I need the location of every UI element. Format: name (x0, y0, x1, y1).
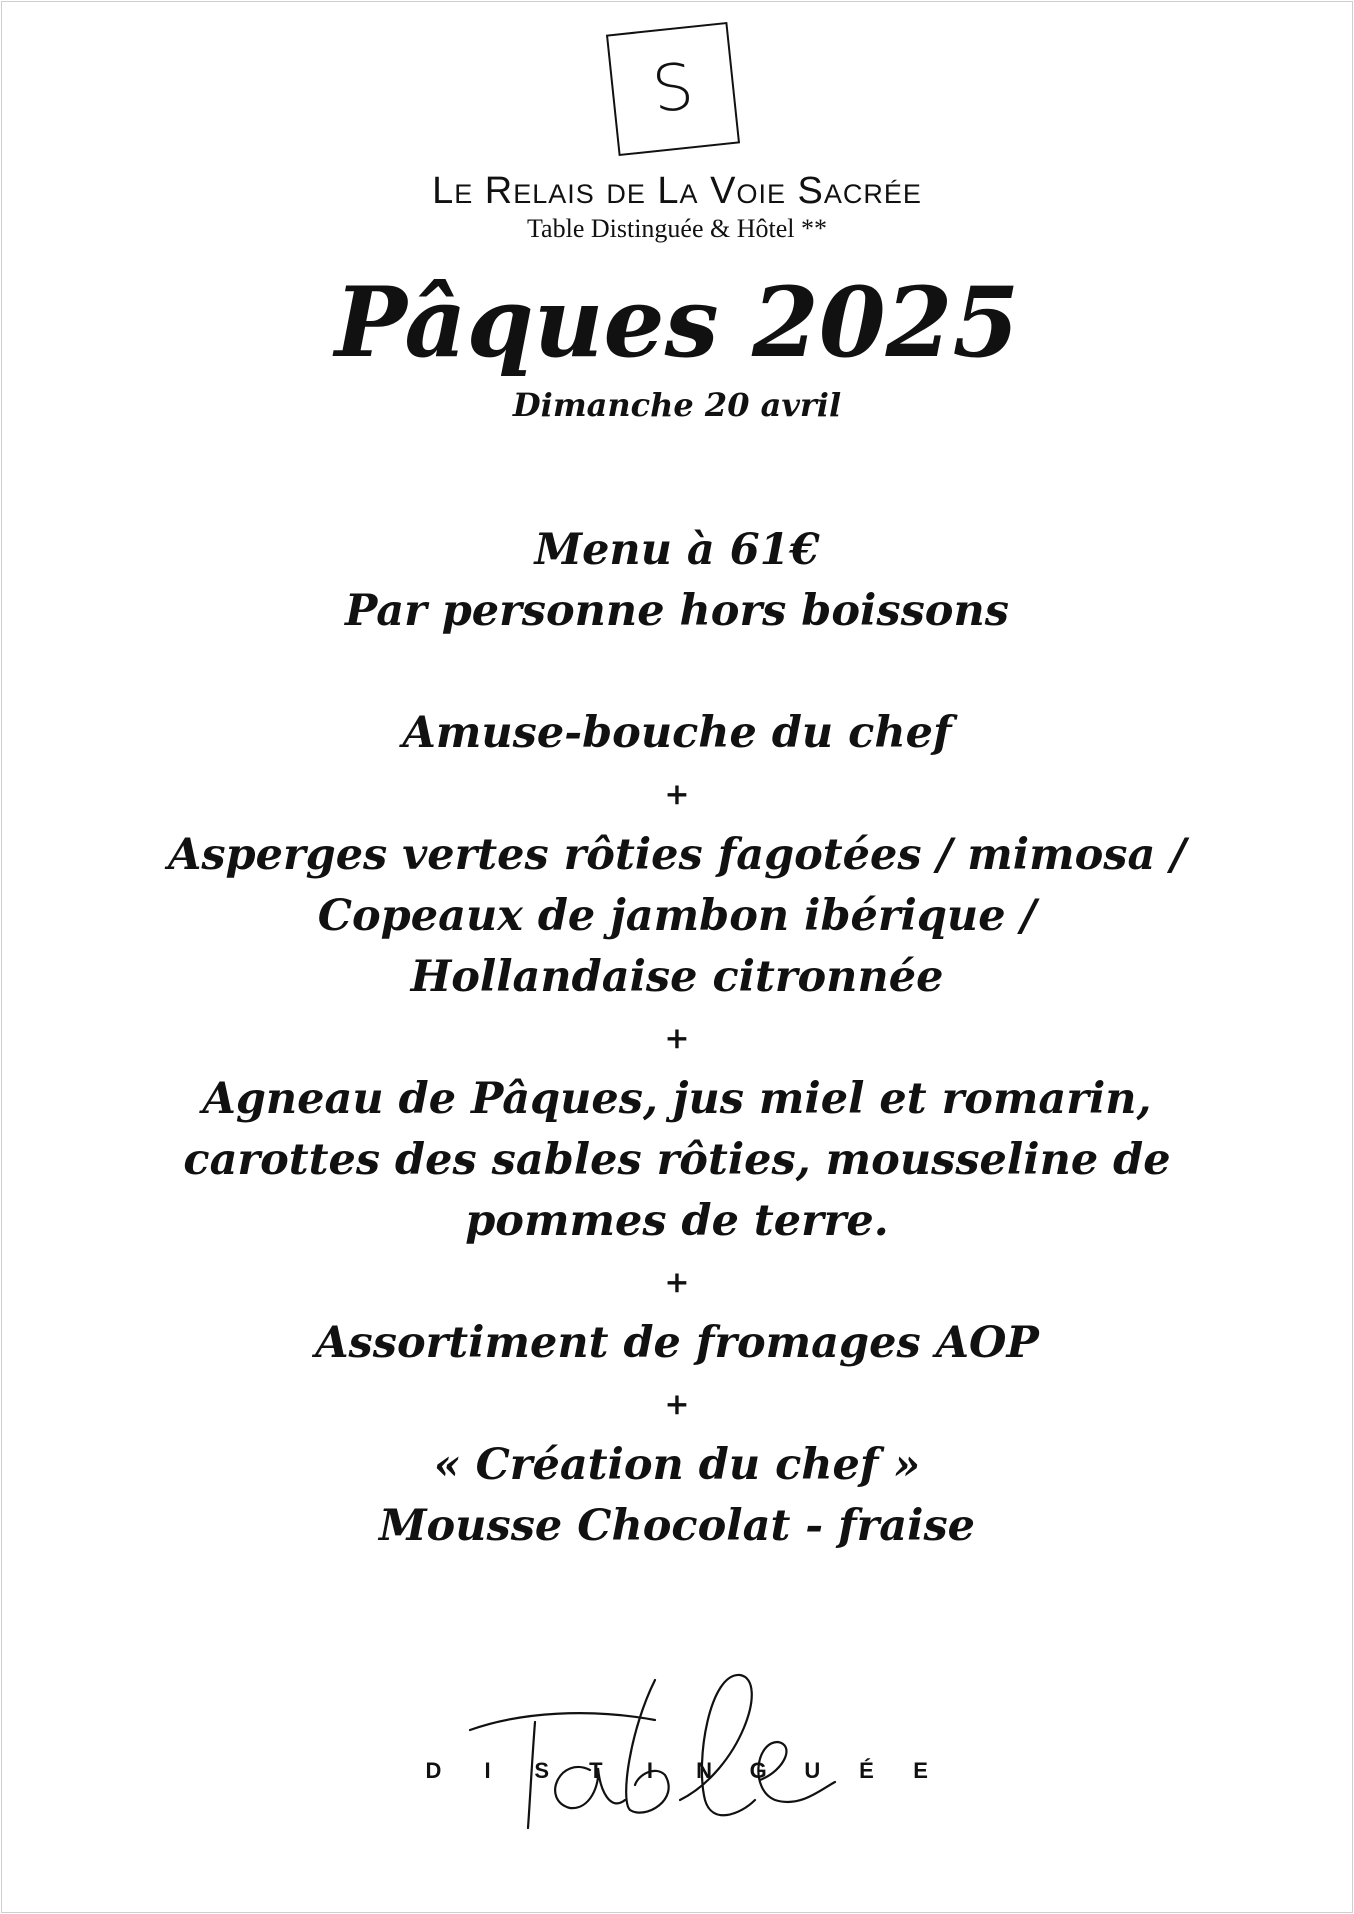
course-starter-line: Hollandaise citronnée (410, 952, 944, 1002)
course-separator: + (664, 1387, 690, 1422)
signature-letter: U (804, 1758, 821, 1783)
brand-name: Le Relais de La Voie Sacrée (432, 170, 922, 212)
signature-letter: E (913, 1758, 928, 1783)
course-dessert-line: Mousse Chocolat - fraise (378, 1501, 976, 1551)
signature-letter: N (696, 1758, 712, 1783)
course-main-line: pommes de terre. (465, 1196, 889, 1246)
signature-letters (0, 1758, 1354, 1784)
logo-letter: S (648, 50, 698, 128)
brand-subtitle: Table Distinguée & Hôtel ** (526, 214, 827, 243)
signature-letter: G (749, 1758, 767, 1783)
course-main-line: carottes des sables rôties, mousseline de (183, 1135, 1171, 1185)
signature-letter: I (484, 1758, 491, 1783)
signature-letter: S (534, 1758, 550, 1783)
signature-letter: É (859, 1758, 874, 1783)
course-main-line: Agneau de Pâques, jus miel et romarin, (202, 1074, 1152, 1124)
signature-letter: T (589, 1758, 603, 1783)
logo-s-icon (606, 22, 740, 156)
course-starter-line: Copeaux de jambon ibérique / (317, 891, 1037, 941)
course-dessert-line: « Création du chef » (433, 1440, 921, 1490)
course-separator: + (664, 777, 690, 812)
signature-letter: D (425, 1758, 442, 1783)
course-cheese: Assortiment de fromages AOP (315, 1318, 1039, 1368)
signature-letter: I (646, 1758, 653, 1783)
event-title: Pâques 2025 (334, 266, 1020, 379)
event-date: Dimanche 20 avril (512, 386, 842, 424)
menu-price: Menu à 61€ (534, 525, 820, 575)
menu-price-note: Par personne hors boissons (345, 586, 1009, 636)
table-distinguee-signature-logo (440, 1650, 920, 1850)
course-separator: + (664, 1265, 690, 1300)
course-separator: + (664, 1021, 690, 1056)
course-amuse-bouche: Amuse-bouche du chef (402, 708, 952, 758)
course-starter-line: Asperges vertes rôties fagotées / mimosa / (167, 830, 1187, 880)
menu-section (150, 520, 1204, 1557)
